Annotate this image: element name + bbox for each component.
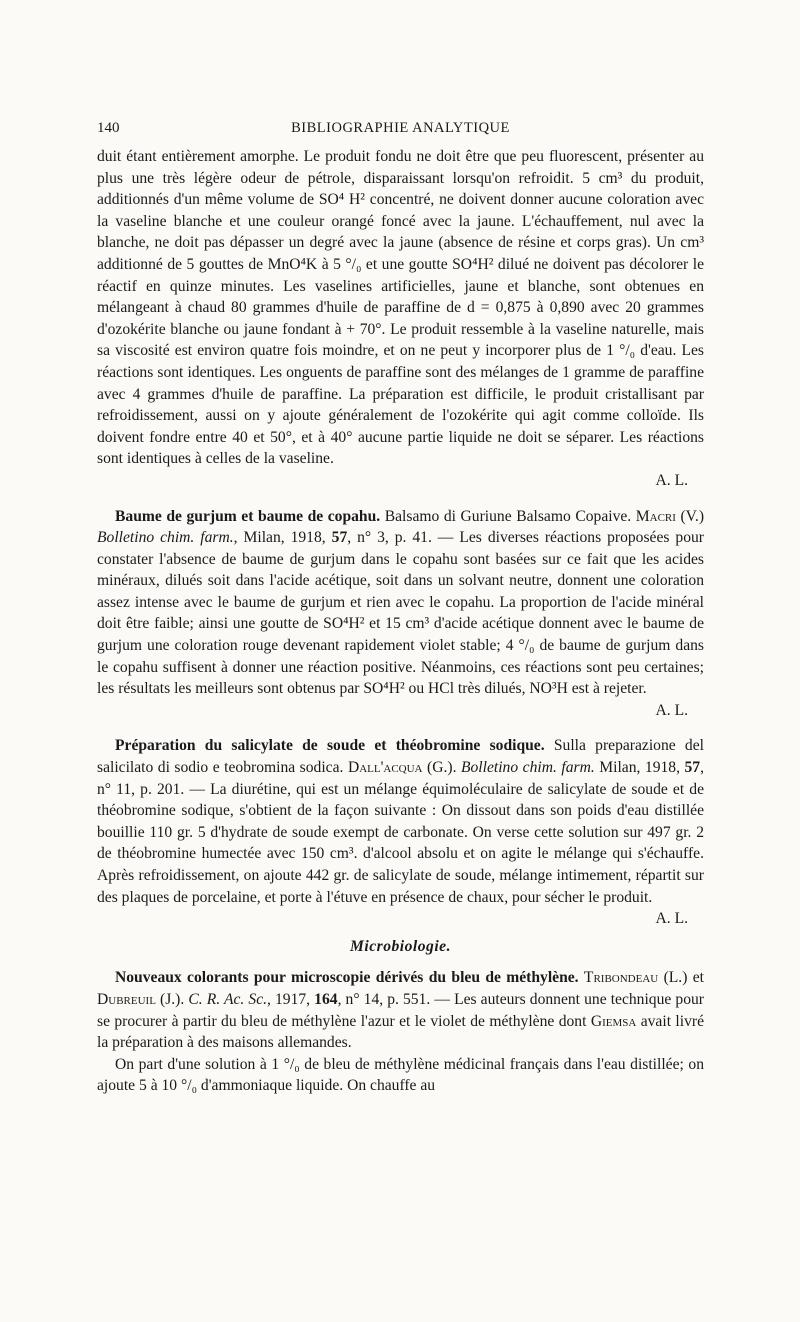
- running-head: [97, 120, 704, 140]
- entry-salicylate: [97, 735, 704, 929]
- author-name: Dall'acqua: [347, 759, 423, 777]
- volume-number: 57: [331, 529, 348, 547]
- entry-text: Milan, 1918,: [594, 759, 685, 777]
- entry-baume-gurjum: [97, 506, 704, 722]
- author-name: Dubreuil: [97, 990, 156, 1008]
- journal-name: Bolletino chim. farm.: [97, 529, 234, 547]
- entry-text: , Milan, 1918,: [233, 529, 332, 547]
- signature: A. L.: [655, 910, 688, 928]
- journal-name: C. R. Ac. Sc.: [188, 990, 268, 1008]
- entry-colorants: [97, 967, 704, 1097]
- entry-text: , n° 3, p. 41. — Les diverses réactions proposées pour constater l'absence de baume de gurjum dans le copahu sont basées sur ce fait que les acides minéraux, dilués soit dans l'acide acétique, soit dans un solvant neutre, donnent une coloration assez intense avec le baume de gurjum et rien avec le copahu. La proportion de l'acide minéral doit être faible; ainsi une goutte de SO⁴H² et 15 cm³ d'acide acétique donnent avec le baume de gurjum une coloration rouge devenant rapidement violet stable; 4 °/₀ de baume de gurjum dans le copahu suffisent à donner une réaction positive. Néanmoins, ces réactions sont peu certaines; les résultats les meilleurs sont obtenus par SO⁴H² ou HCl très dilués, NO³H est à rejeter.: [97, 529, 704, 698]
- section-heading: Microbiologie.: [350, 937, 451, 955]
- signature: A. L.: [655, 471, 688, 489]
- paragraph-continuation: On part d'une solution à 1 °/₀ de bleu de méthylène médicinal français dans l'eau distillée; on ajoute 5 à 10 °/₀ d'ammoniaque liquide. On chauffe au: [97, 1055, 704, 1095]
- entry-text: (V.): [675, 507, 705, 525]
- volume-number: 57: [684, 759, 701, 777]
- entry-text: , n° 14, p. 551. — Les auteurs donnent une technique pour se procurer à partir du bleu de méthylène l'azur et le violet de méthylène dont: [97, 990, 704, 1030]
- entry-text: Balsamo di Guriune Balsamo Copaive.: [380, 507, 636, 525]
- entry-text: (G.).: [422, 759, 461, 777]
- author-name: Tribondeau: [583, 969, 659, 987]
- journal-name: Bolletino chim. farm.: [460, 759, 595, 777]
- signature: A. L.: [655, 701, 688, 719]
- entry-text: avait livré la préparation à des maisons allemandes.: [97, 1012, 704, 1052]
- paragraph-vaseline: duit étant entièrement amorphe. Le produit fondu ne doit être que peu fluorescent, présenter au plus une très légère odeur de pétrole, disparaissant lorsqu'on refroidit. 5 cm³ du produit, additionnés d'un même volume de SO⁴ H² concentré, ne doivent donner aucune coloration avec la vaseline blanche et une couleur orangé foncé avec la jaune. L'échauffement, nul avec la blanche, ne doit pas dépasser un degré avec la jaune (absence de résine et corps gras). Un cm³ additionné de 5 gouttes de MnO⁴K à 5 °/₀ et une goutte SO⁴H² dilué ne doivent pas décolorer le réactif en quinze minutes. Les vaselines artificielles, jaune et blanche, sont obtenues en mélangeant à chaud 80 grammes d'huile de paraffine de d = 0,875 à 0,890 avec 20 grammes d'ozokérite blanche ou jaune fondant à + 70°. Le produit ressemble à la vaseline naturelle, mais sa viscosité est environ quatre fois moindre, et on ne peut y incorporer plus de 1 °/₀ d'eau. Les réactions sont identiques. Les onguents de paraffine sont des mélanges de 1 gramme de paraffine avec 4 grammes d'huile de paraffine. La préparation est difficile, le produit cristallisant par refroidissement, aussi on y ajoute généralement de l'ozokérite qui agit comme colloïde. Ils doivent fondre entre 40 et 50°, et à 40° aucune partie liquide ne doit se séparer. Les réactions sont identiques à celles de la vaseline.: [97, 148, 704, 468]
- author-name: Macri: [635, 507, 676, 525]
- running-title: BIBLIOGRAPHIE ANALYTIQUE: [291, 120, 510, 136]
- page-number: 140: [97, 120, 120, 136]
- entry-text: (J.).: [155, 990, 189, 1008]
- entry-title: Préparation du salicylate de soude et théobromine sodique.: [115, 737, 545, 755]
- entry-text: Sulla preparazione del salicilato di sodio e teobromina sodica.: [97, 737, 704, 777]
- entry-text: , n° 11, p. 201. — La diurétine, qui est un mélange équimoléculaire de salicylate de soude et de théobromine sodique, s'obtient de la façon suivante : On dissout dans son poids d'eau distillée bouillie 110 gr. 5 d'hydrate de soude exempt de carbonate. On verse cette solution sur 497 gr. 2 de théobromine humectée avec 150 cm³. d'alcool absolu et on agite le mélange qui s'échauffe. Après refroidissement, on ajoute 442 gr. de salicylate de soude, mélange intimement, répartit sur des plaques de porcelaine, et porte à l'étuve en présence de chaux, pour sécher le produit.: [97, 759, 704, 906]
- entry-text: (L.) et: [658, 969, 704, 987]
- author-name: Giemsa: [590, 1012, 637, 1030]
- entry-title: Nouveaux colorants pour microscopie dérivés du bleu de méthylène.: [115, 969, 579, 987]
- page-body: [97, 146, 704, 1097]
- entry-title: Baume de gurjum et baume de copahu.: [115, 507, 381, 525]
- entry-text: , 1917,: [267, 990, 315, 1008]
- volume-number: 164: [314, 990, 338, 1008]
